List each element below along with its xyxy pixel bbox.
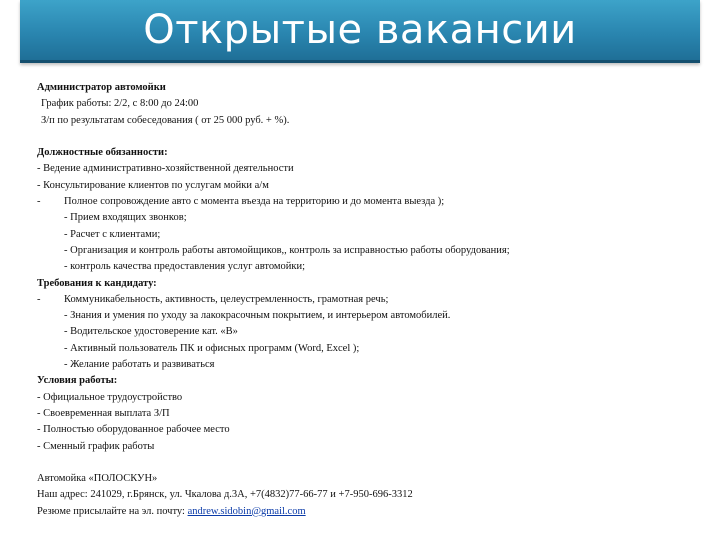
requirement-sub-item: - Активный пользователь ПК и офисных программ (Word, Excel ); — [64, 342, 360, 354]
vacancy-position: Администратор автомойки — [37, 82, 166, 93]
work-schedule: График работы: 2/2, с 8:00 до 24:00 — [41, 98, 199, 110]
duty-item: - Консультирование клиентов по услугам мойки а/м — [37, 179, 269, 191]
requirement-sub-item: - Водительское удостоверение кат. «В» — [64, 326, 238, 338]
title-banner — [20, 0, 700, 63]
duty-sub-item: - Организация и контроль работы автомойщиков,, контроль за исправностью работы оборудования; — [64, 244, 510, 256]
duty-sub-item: - Расчет с клиентами; — [64, 228, 161, 240]
duty-bullet-text: Полное сопровождение авто с момента въезда на территорию и до момента выезда ); — [64, 196, 445, 208]
conditions-heading: Условия работы: — [37, 375, 118, 387]
requirements-heading: Требования к кандидату: — [37, 277, 157, 289]
duty-item: - Ведение административно-хозяйственной деятельности — [37, 163, 294, 175]
company-address: Наш адрес: 241029, г.Брянск, ул. Чкалова д.3А, +7(4832)77-66-77 и +7-950-696-3312 — [37, 489, 413, 501]
duty-sub-item: - контроль качества предоставления услуг автомойки; — [64, 261, 306, 273]
bullet-dash: - — [37, 293, 41, 305]
resume-line — [37, 504, 697, 520]
spacer — [37, 455, 697, 471]
condition-item: - Официальное трудоустройство — [37, 391, 183, 403]
condition-item: - Полностью оборудованное рабочее место — [37, 424, 230, 436]
requirement-sub-item: - Желание работать и развиваться — [64, 359, 215, 371]
requirement-bullet-text: Коммуникабельность, активность, целеустремленность, грамотная речь; — [64, 293, 389, 305]
resume-label: Резюме присылайте на эл. почту: — [37, 505, 188, 517]
duty-sub-item: - Прием входящих звонков; — [64, 212, 187, 224]
company-name: Автомойка «ПОЛОСКУН» — [37, 473, 158, 485]
duty-bullet-item — [37, 194, 697, 210]
duties-heading: Должностные обязанности: — [37, 147, 168, 159]
condition-item: - Своевременная выплата З/П — [37, 407, 170, 419]
salary-info: З/п по результатам собеседования ( от 25 000 руб. + %). — [41, 114, 290, 126]
requirement-bullet-item — [37, 292, 697, 308]
vacancy-body — [37, 80, 697, 520]
requirement-sub-item: - Знания и умения по уходу за лакокрасочным покрытием, и интерьером автомобилей. — [64, 310, 451, 322]
email-link[interactable]: andrew.sidobin@gmail.com — [187, 505, 306, 517]
spacer — [37, 129, 697, 145]
condition-item: - Сменный график работы — [37, 440, 155, 452]
page-title: Открытые вакансии — [143, 7, 577, 53]
bullet-dash: - — [37, 196, 41, 208]
